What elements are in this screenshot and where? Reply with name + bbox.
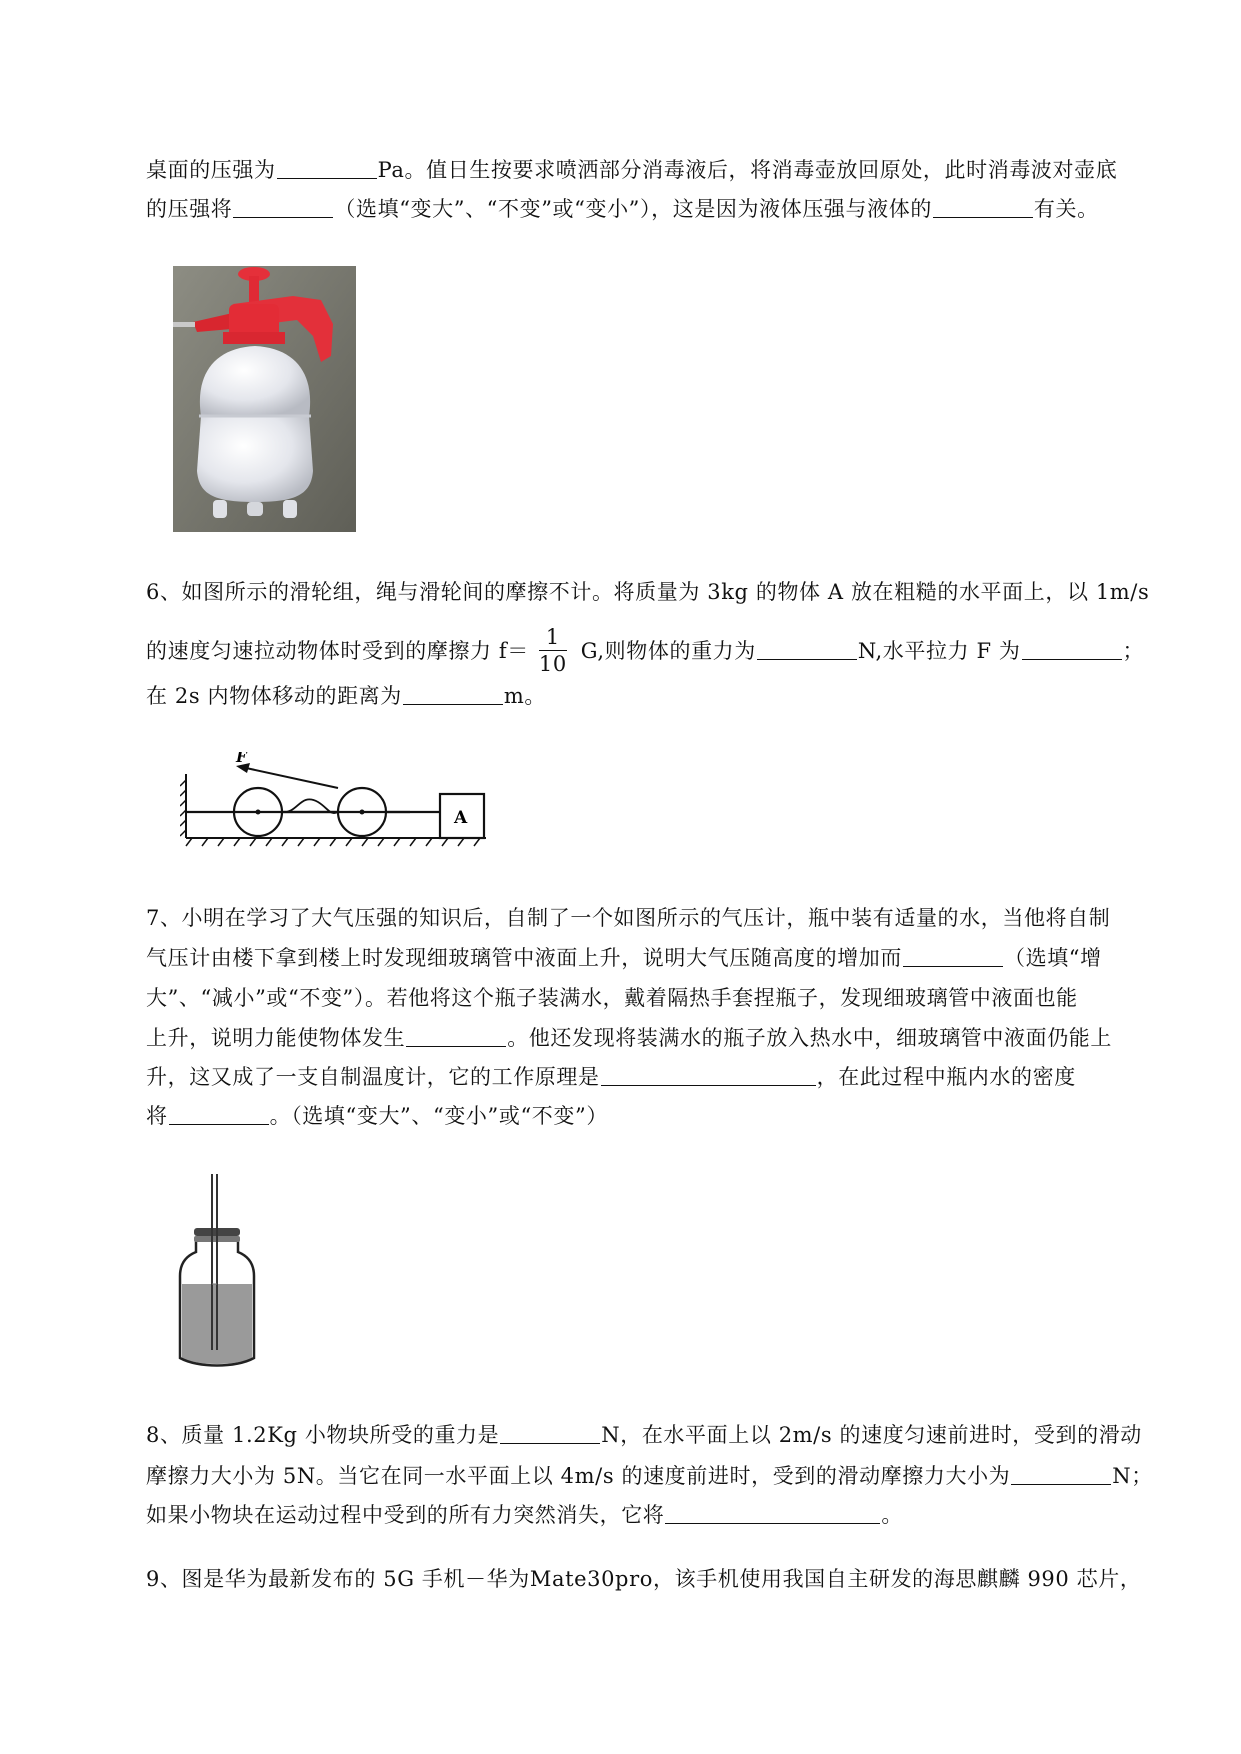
answer-blank: [1011, 1462, 1111, 1485]
text: 9、图是华为最新发布的 5G 手机－华为Mate30pro，该手机使用我国自主研发的海思麒麟 990 芯片，: [146, 1567, 1142, 1591]
text: ，在此过程中瓶内水的密度: [816, 1065, 1076, 1089]
text: 如果小物块在运动过程中受到的所有力突然消失，它将: [146, 1503, 665, 1527]
answer-blank: [277, 156, 377, 179]
answer-blank: [500, 1421, 600, 1444]
spray-bottle-image: [173, 266, 356, 532]
q8-line-2: [146, 1461, 1153, 1491]
answer-blank: [933, 195, 1033, 218]
text: ；: [1122, 639, 1145, 663]
text: N,水平拉力 F 为: [857, 639, 1021, 663]
answer-blank: [403, 682, 503, 705]
text: 气压计由楼下拿到楼上时发现细玻璃管中液面上升，说明大气压随高度的增加而: [146, 946, 902, 970]
text: （选填“增: [1004, 946, 1102, 970]
text: 上升，说明力能使物体发生: [146, 1026, 406, 1050]
text: （选填“变大”、“不变”或“变小”），这是因为液体压强与液体的: [334, 197, 932, 221]
text: G,则物体的重力为: [580, 639, 756, 663]
q7-line-5: [146, 1062, 1076, 1092]
q7-line-2: [146, 943, 1102, 973]
q6-line-3: [146, 681, 546, 711]
text: 大”、“减小”或“不变”）。若他将这个瓶子装满水，戴着隔热手套捏瓶子，发现细玻璃管中液面也能: [146, 986, 1078, 1010]
answer-blank: [169, 1102, 269, 1125]
q7-line-3: [146, 983, 1078, 1013]
answer-blank: [233, 195, 333, 218]
text: 6、如图所示的滑轮组，绳与滑轮间的摩擦不计。将质量为 3kg 的物体 A 放在粗糙的水平面上，以 1m/s: [146, 580, 1150, 604]
barometer-bottle-diagram: [178, 1172, 258, 1368]
q8-line-1: [146, 1420, 1142, 1450]
q6-line-2: [146, 626, 1144, 679]
text: 在 2s 内物体移动的距离为: [146, 684, 402, 708]
q5-line-2: [146, 194, 1099, 224]
fraction: [539, 624, 567, 677]
block-label: A: [454, 808, 468, 828]
q5-line-1: [146, 155, 1117, 185]
force-label: F: [236, 752, 247, 766]
answer-blank: [903, 944, 1003, 967]
text: 的速度匀速拉动物体时受到的摩擦力 f＝: [146, 639, 529, 663]
fraction-numerator: 1: [539, 624, 567, 651]
text: 升，这又成了一支自制温度计，它的工作原理是: [146, 1065, 600, 1089]
answer-blank: [406, 1024, 506, 1047]
answer-blank: [601, 1063, 816, 1086]
answer-blank: [665, 1501, 880, 1524]
text: 。他还发现将装满水的瓶子放入热水中，细玻璃管中液面仍能上: [507, 1026, 1113, 1050]
text: 桌面的压强为: [146, 158, 276, 182]
q7-line-1: [146, 903, 1110, 933]
answer-blank: [1022, 637, 1122, 660]
text: 8、质量 1.2Kg 小物块所受的重力是: [146, 1423, 500, 1447]
text: 将: [146, 1104, 168, 1128]
q6-line-1: [146, 577, 1149, 607]
fraction-denominator: 10: [538, 652, 567, 676]
text: 。: [881, 1503, 904, 1527]
text: 有关。: [1033, 197, 1099, 221]
answer-blank: [757, 637, 857, 660]
q7-line-6: [146, 1101, 608, 1131]
q9-line-1: [146, 1564, 1141, 1594]
text: 摩擦力大小为 5N。当它在同一水平面上以 4m/s 的速度前进时，受到的滑动摩擦力大小为: [146, 1464, 1011, 1488]
text: m。: [503, 684, 547, 708]
text: N，在水平面上以 2m/s 的速度匀速前进时，受到的滑动: [601, 1423, 1142, 1447]
q8-line-3: [146, 1500, 903, 1530]
q7-line-4: [146, 1023, 1112, 1053]
text: N；: [1112, 1464, 1153, 1488]
text: 的压强将: [146, 197, 233, 221]
pulley-diagram: [180, 752, 500, 852]
text: 。（选填“变大”、“变小”或“不变”）: [269, 1104, 608, 1128]
text: 7、小明在学习了大气压强的知识后，自制了一个如图所示的气压计，瓶中装有适量的水，当他将自制: [146, 906, 1111, 930]
text: Pa。值日生按要求喷洒部分消毒液后，将消毒壶放回原处，此时消毒波对壶底: [377, 158, 1118, 182]
